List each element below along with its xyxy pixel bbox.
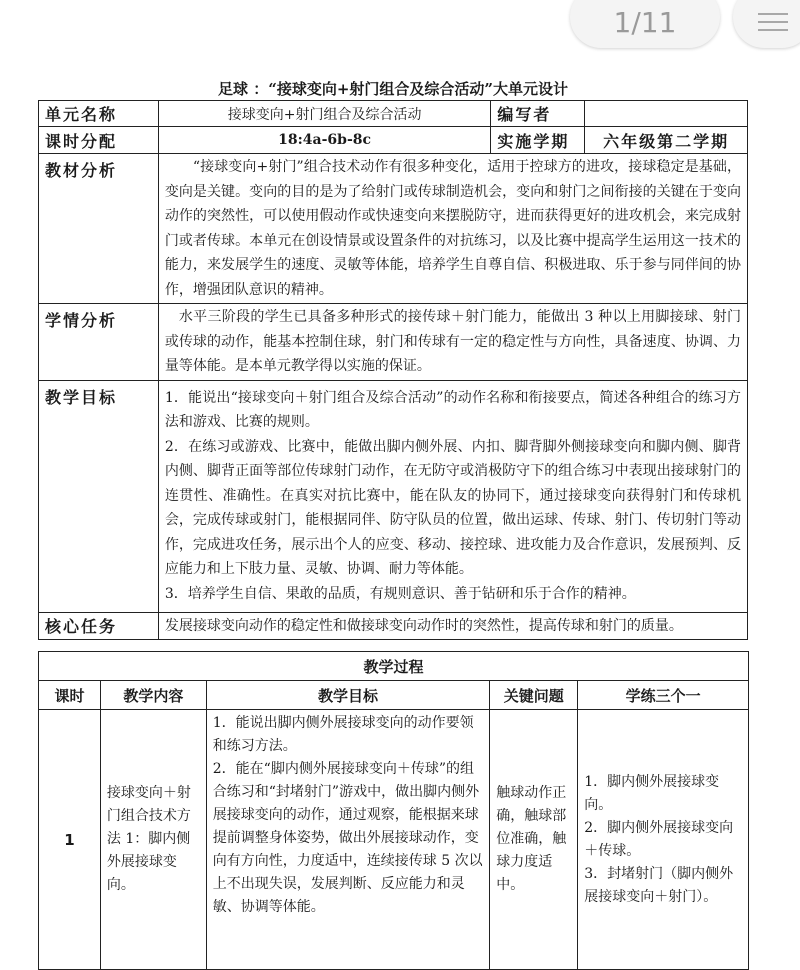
semester-label: 实施学期 (491, 127, 585, 154)
teaching-process-table (38, 651, 749, 970)
lesson-practice (578, 710, 749, 970)
practice-item: 3．封堵射门（脚内侧外展接球变向＋射门）。 (584, 865, 734, 905)
hours-value: 18:4a-6b-8c (158, 127, 491, 154)
goal-item: 3．培养学生自信、果敢的品质，有规则意识、善于钻研和乐于合作的精神。 (164, 585, 636, 602)
teaching-goals-cell (158, 380, 747, 612)
lesson-goals (206, 710, 490, 970)
header-key-question: 关键问题 (490, 681, 578, 710)
menu-button[interactable] (733, 0, 800, 48)
process-table-title: 教学过程 (39, 652, 749, 681)
lesson-key-question: 触球动作正确，触球部位准确，触球力度适中。 (490, 710, 578, 970)
lesson-content: 接球变向＋射门组合技术方法 1：脚内侧外展接球变向。 (100, 710, 206, 970)
table-row (39, 710, 749, 970)
lesson-goal-item: 1．能说出脚内侧外展接球变向的动作要领和练习方法。 (212, 715, 474, 754)
unit-name-label: 单元名称 (39, 101, 159, 127)
lesson-number: 1 (39, 710, 101, 970)
teaching-goals-label: 教学目标 (39, 380, 159, 612)
page-indicator (570, 0, 720, 48)
header-goals: 教学目标 (206, 681, 490, 710)
author-label: 编写者 (491, 101, 585, 127)
document-title: 足球 ：“接球变向+射门组合及综合活动”大单元设计 (217, 80, 569, 98)
goal-item: 2．在练习或游戏、比赛中，能做出脚内侧外展、内扣、脚背脚外侧接球变向和脚内侧、脚背内侧、脚背正面等部位传球射门动作，在无防守或消极防守下的组合练习中表现出接球射门的连贯性、准确性。在真实对抗比赛中，能在队友的协同下，通过接球变向获得射门和传球机会，完成传球或射门，能根据同伴、防守队员的位置，做出运球、传球、射门、传切射门等动作，完成进攻任务，展示出个人的应变、移动、接控球、进攻能力及合作意识，发展预判、反应能力和上下肢力量、灵敏、协调、耐力等体能。 (164, 438, 741, 578)
unit-design-table (38, 100, 748, 640)
material-analysis-label: 教材分析 (39, 154, 159, 304)
hours-label: 课时分配 (39, 127, 159, 154)
page-indicator-text: 1/11 (613, 5, 677, 39)
lesson-goal-item: 2．能在“脚内侧外展接球变向＋传球”的组合练习和“封堵射门”游戏中，做出脚内侧外展接球变向的动作，通过观察，能根据来球提前调整身体姿势，做出外展接球动作，变向有方向性，力度适中，连续接传球 5 次以上不出现失误，发展判断、反应能力和灵敏、协调等体能。 (212, 761, 483, 915)
unit-name-value: 接球变向+射门组合及综合活动 (158, 101, 491, 127)
header-practice: 学练三个一 (578, 681, 749, 710)
hamburger-menu-icon (758, 7, 788, 37)
author-value (585, 101, 748, 127)
header-lesson: 课时 (39, 681, 101, 710)
semester-value: 六年级第二学期 (585, 127, 748, 154)
student-analysis-label: 学情分析 (39, 304, 159, 381)
core-task-label: 核心任务 (39, 612, 159, 640)
header-content: 教学内容 (100, 681, 206, 710)
practice-item: 1．脚内侧外展接球变向。 (584, 773, 720, 813)
core-task-text: 发展接球变向动作的稳定性和做接球变向动作时的突然性，提高传球和射门的质量。 (158, 612, 747, 640)
practice-item: 2．脚内侧外展接球变向＋传球。 (584, 819, 734, 859)
goal-item: 1．能说出“接球变向＋射门组合及综合活动”的动作名称和衔接要点，简述各种组合的练习方法和游戏、比赛的规则。 (164, 389, 741, 431)
student-analysis-text: 水平三阶段的学生已具备多种形式的接传球＋射门能力，能做出 3 种以上用脚接球、射门或传球的动作，能基本控制住球，射门和传球有一定的稳定性与方向性，具备速度、协调、力量等体能。是本单元教学得以实施的保证。 (158, 304, 747, 381)
material-analysis-text: “接球变向+射门”组合技术动作有很多种变化，适用于控球方的进攻，接球稳定是基础，变向是关键。变向的目的是为了给射门或传球制造机会，变向和射门之间衔接的关键在于变向动作的突然性，可以使用假动作或快速变向来摆脱防守，进而获得更好的进攻机会，来完成射门或者传球。本单元在创设情景或设置条件的对抗练习，以及比赛中提高学生运用这一技术的能力，来发展学生的速度、灵敏等体能，培养学生自尊自信、积极进取、乐于参与同伴间的协作，增强团队意识的精神。 (158, 154, 747, 304)
